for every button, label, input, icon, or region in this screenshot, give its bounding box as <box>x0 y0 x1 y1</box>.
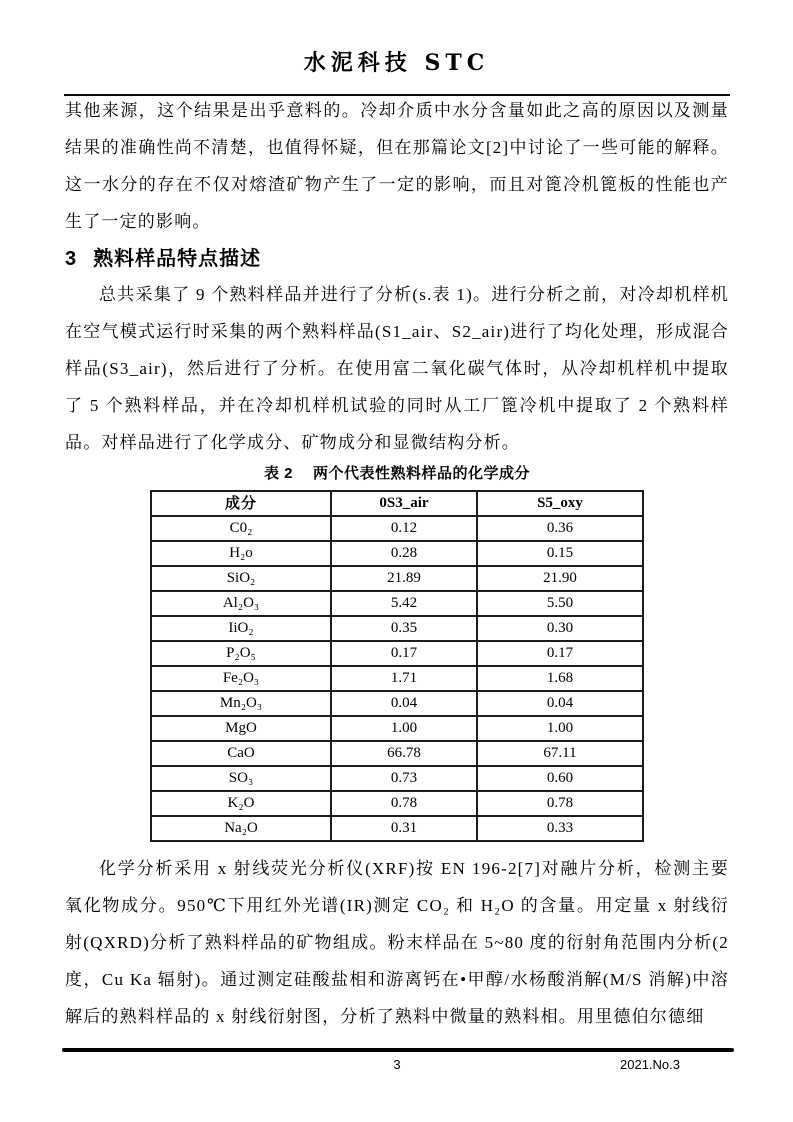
value-cell: 0.04 <box>331 691 477 716</box>
main-text-column <box>65 92 729 1035</box>
paragraph-samples: 总共采集了 9 个熟料样品并进行了分析(s.表 1)。进行分析之前，对冷却机样机在空气模式运行时采集的两个熟料样品(S1_air、S2_air)进行了均化处理，形成混合样品(S3_air)，然后进行了分析。在使用富二氧化碳气体时，从冷却机样机中提取了 5 个熟料样品，并在冷却机样机试验的同时从工厂篦冷机中提取了 2 个熟料样品。对样品进行了化学成分、矿物成分和显微结构分析。 <box>65 285 729 452</box>
component-cell: K₂O <box>151 791 331 816</box>
table-row <box>151 691 643 716</box>
value-cell: 0.78 <box>331 791 477 816</box>
section-title: 熟料样品特点描述 <box>93 248 262 270</box>
paragraph-continuation: 其他来源，这个结果是出乎意料的。冷却介质中水分含量如此之高的原因以及测量结果的准确性尚不清楚，也值得怀疑，但在那篇论文[2]中讨论了一些可能的解释。这一水分的存在不仅对熔渣矿物产生了一定的影响，而且对篦冷机篦板的性能也产生了一定的影响。 <box>65 101 729 231</box>
value-cell: 21.90 <box>477 566 643 591</box>
table-row <box>151 516 643 541</box>
table-header-row <box>151 491 643 516</box>
value-cell: 5.42 <box>331 591 477 616</box>
value-cell: 21.89 <box>331 566 477 591</box>
table-row <box>151 816 643 841</box>
value-cell: 1.68 <box>477 666 643 691</box>
section-heading <box>65 244 729 274</box>
value-cell: 1.00 <box>331 716 477 741</box>
table-caption-label: 表 2 <box>263 465 293 482</box>
value-cell: 0.33 <box>477 816 643 841</box>
table-row <box>151 541 643 566</box>
value-cell: 1.00 <box>477 716 643 741</box>
table-row <box>151 666 643 691</box>
value-cell: 0.12 <box>331 516 477 541</box>
table-row <box>151 591 643 616</box>
component-cell: CaO <box>151 741 331 766</box>
page-number: 3 <box>393 1057 401 1072</box>
table-header-component: 成分 <box>151 491 331 516</box>
paragraph-analysis-methods: 化学分析采用 x 射线荧光分析仪(XRF)按 EN 196-2[7]对融片分析，检测主要氧化物成分。950℃下用红外光谱(IR)测定 CO₂ 和 H₂O 的含量。用定量 x 射线衍射(QXRD)分析了熟料样品的矿物组成。粉末样品在 5~80 度的衍射角范围内分析(2 度，Cu Ka 辐射)。通过测定硅酸盐相和游离钙在•甲醇/水杨酸消解(M/S 消解)中溶解后的熟料样品的 x 射线衍射图，分析了熟料中微量的熟料相。用里德伯尔德细 <box>65 859 729 1026</box>
table-body <box>151 516 643 841</box>
value-cell: 0.35 <box>331 616 477 641</box>
component-cell: Al₂O₃ <box>151 591 331 616</box>
component-cell: P₂O₅ <box>151 641 331 666</box>
table-caption-text: 两个代表性熟料样品的化学成分 <box>313 465 531 482</box>
value-cell: 0.17 <box>331 641 477 666</box>
component-cell: Fe₂O₃ <box>151 666 331 691</box>
component-cell: MgO <box>151 716 331 741</box>
value-cell: 0.17 <box>477 641 643 666</box>
component-cell: SiO₂ <box>151 566 331 591</box>
table-row <box>151 641 643 666</box>
value-cell: 0.15 <box>477 541 643 566</box>
journal-title: 水泥科技 STC <box>303 50 490 76</box>
page-footer <box>65 1056 729 1074</box>
component-cell: Mn₂O₃ <box>151 691 331 716</box>
value-cell: 0.60 <box>477 766 643 791</box>
table-row <box>151 741 643 766</box>
value-cell: 0.30 <box>477 616 643 641</box>
table-caption <box>65 462 729 486</box>
section-number: 3 <box>65 248 78 270</box>
value-cell: 1.71 <box>331 666 477 691</box>
component-cell: C0₂ <box>151 516 331 541</box>
chemical-composition-table <box>150 490 644 842</box>
value-cell: 5.50 <box>477 591 643 616</box>
component-cell: IiO₂ <box>151 616 331 641</box>
component-cell: SO₃ <box>151 766 331 791</box>
footer-rule <box>62 1048 734 1052</box>
value-cell: 66.78 <box>331 741 477 766</box>
table-row <box>151 566 643 591</box>
issue-label: 2021.No.3 <box>620 1057 680 1072</box>
table-row <box>151 766 643 791</box>
value-cell: 67.11 <box>477 741 643 766</box>
table-row <box>151 716 643 741</box>
value-cell: 0.73 <box>331 766 477 791</box>
value-cell: 0.31 <box>331 816 477 841</box>
value-cell: 0.36 <box>477 516 643 541</box>
table-header-s5-oxy: S5_oxy <box>477 491 643 516</box>
component-cell: Na₂O <box>151 816 331 841</box>
value-cell: 0.04 <box>477 691 643 716</box>
value-cell: 0.28 <box>331 541 477 566</box>
table-row <box>151 616 643 641</box>
value-cell: 0.78 <box>477 791 643 816</box>
table-row <box>151 791 643 816</box>
table-header-0s3-air: 0S3_air <box>331 491 477 516</box>
component-cell: H₂o <box>151 541 331 566</box>
